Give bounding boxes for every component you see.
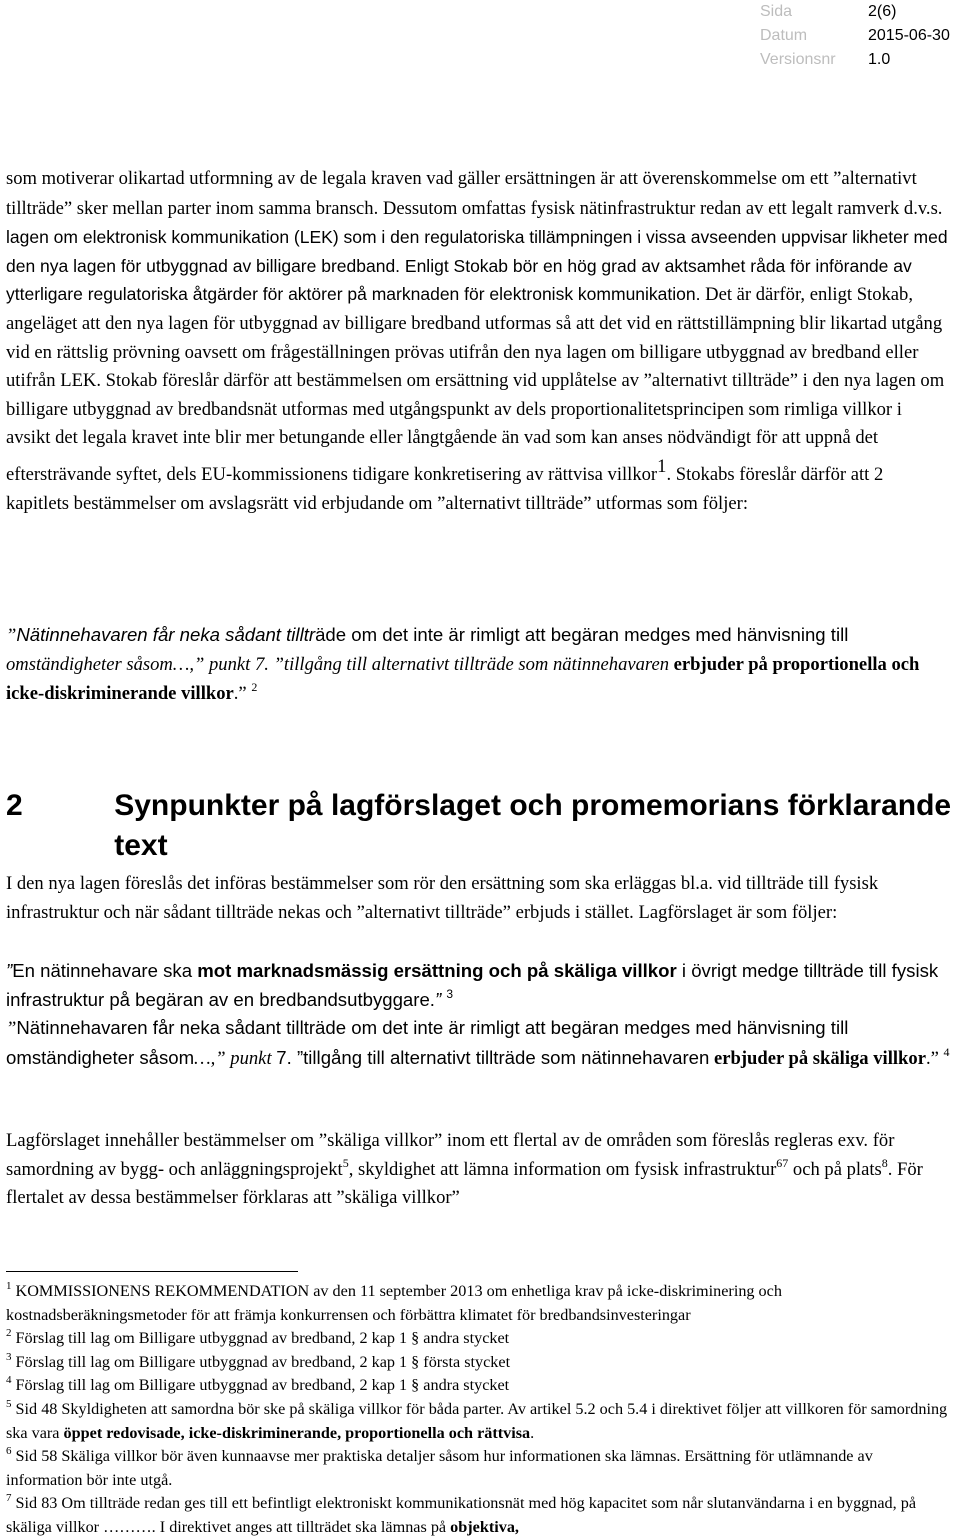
quote-italic-text: ,” punkt [210, 1048, 272, 1069]
footnote-ref-5: 5 [342, 1155, 349, 1170]
quote-proposal [6, 620, 950, 708]
paragraph-text-serif-3: . Stokabs föreslår därför att 2 kapitlets bestämmelser om avslagsrätt vid erbjudande om ”alternativt tillträde” utformas som följer: [6, 463, 884, 514]
section-heading [6, 786, 960, 866]
paragraph-text: Lagförslaget innehåller bestämmelser om ”skäliga villkor” inom ett flertal av de områden som föreslås regleras exv. för samordning av bygg- och anläggningsprojekt [6, 1130, 895, 1180]
section-title: Synpunkter på lagförslaget och promemorians förklarande text [114, 789, 952, 862]
footnote-3 [6, 1351, 950, 1375]
quote-open-mark: ” [6, 1018, 17, 1039]
quote-italic-text: Nätinnehavaren får neka sådant tilltr [16, 624, 316, 645]
footnote-end: . [530, 1423, 535, 1442]
footnote-ref-8: 8 [881, 1155, 888, 1170]
paragraph-text-sans: lagen om elektronisk kommunikation (LEK) som i den regulatoriska tillämpningen i vissa avseenden uppvisar likheter med den nya lagen för utbyggnad av billigare bredband. Enligt Stokab bör en hög grad av aktsamhet råda för införande av ytterligare regulatoriska åtgärder för aktörer på marknaden för elektronisk kommunikation. [6, 227, 948, 305]
quote-bold-text: mot marknadsmässig ersättning och på skäliga villkor [197, 960, 677, 981]
quote-law-first [6, 956, 950, 1014]
quote-end: .” [233, 683, 247, 704]
quote-open-mark: ” [6, 625, 17, 646]
footnote-number: 4 [6, 1374, 12, 1387]
footnote-4 [6, 1374, 950, 1398]
quote-plain-text-2: i övrigt medge tillträde till fysisk infrastruktur på begäran av en bredbandsutbyggare. [6, 960, 939, 1010]
footnote-7 [6, 1492, 950, 1539]
page-number-row [760, 0, 960, 24]
footnote-number: 5 [6, 1397, 12, 1410]
footnote-6 [6, 1445, 950, 1492]
quote-close-mark: ” [434, 989, 442, 1010]
page-header [760, 0, 960, 72]
paragraph-text-2: , skyldighet att lämna information om fysisk infrastruktur [348, 1158, 777, 1180]
footnote-number: 7 [6, 1492, 12, 1505]
footnote-ref-4: 4 [943, 1045, 950, 1059]
footnote-5 [6, 1398, 950, 1445]
paragraph-text: I den nya lagen föreslås det införas bestämmelser som rör den ersättning som ska erläggas bl.a. vid tillträde till fysisk infrastruktur och när sådant tillträde nekas och ”alternativt tillträde” erbjuds i stället. Lagförslaget är som följer: [6, 873, 879, 923]
footnote-bold-text: öppet redovisade, icke-diskriminerande, proportionella och rättvisa [63, 1423, 531, 1442]
date-label: Datum [760, 27, 808, 44]
quote-bold-text: erbjuder på proportionella och icke-diskriminerande villkor [6, 654, 920, 704]
version-value: 1.0 [868, 51, 891, 68]
footnote-number: 6 [6, 1445, 12, 1458]
page-label: Sida [760, 3, 793, 20]
date-value: 2015-06-30 [868, 27, 950, 44]
quote-italic-text-3: ,” punkt 7. ”tillgång till alternativt tillträde som nätinnehavaren [189, 654, 670, 675]
paragraph-text-3: och på plats [788, 1158, 882, 1180]
footnote-text: Förslag till lag om Billigare utbyggnad av bredband, 2 kap 1 § andra stycket [11, 1376, 510, 1395]
section-number: 2 [6, 789, 23, 822]
footnote-number: 3 [6, 1350, 12, 1363]
footnote-text: Förslag till lag om Billigare utbyggnad av bredband, 2 kap 1 § andra stycket [11, 1329, 510, 1348]
quote-open-mark: ” [6, 960, 13, 981]
footnotes [6, 1280, 950, 1540]
paragraph-proposal-intro [6, 870, 950, 927]
footnote-divider [6, 1271, 298, 1272]
footnote-1 [6, 1280, 950, 1327]
version-label: Versionsnr [760, 51, 836, 68]
paragraph-text-serif-2: Det är därför, enligt Stokab, angeläget att den nya lagen för utbyggnad av billigare bredband utformas så att det vid en rättstillämpning blir likartad utgång vid en rättslig prövning oavsett om frågeställningen prövas utifrån den nya lagen om billigare utbyggnad av bredband eller utifrån LEK. Stokab föreslår därför att bestämmelsen om ersättning vid upplåtelse av ”alternativt tillträde” i den nya lagen om billigare utbyggnad av bredbandsnät utformas med utgångspunkt av dels proportionalitetsprincipen som rimliga villkor i avsikt det legala kravet inte blir mer betungande eller långtgående än vad som kan anses nödvändigt för att uppnå det eftersträvande syftet, dels EU-kommissionens tidigare konkretisering av rättvisa villkor [6, 284, 945, 485]
quote-plain-text: En nätinnehavare ska [12, 960, 193, 981]
footnote-ref-1: 1 [657, 455, 667, 477]
quote-ellipsis: … [172, 654, 190, 675]
paragraph-text-4: . För flertalet av dessa bestämmelser förklaras att ”skäliga villkor” [6, 1158, 923, 1209]
paragraph-text-serif: som motiverar olikartad utformning av de legala kraven vad gäller ersättningen är att överenskommelse om ett ”alternativt tillträde” sker mellan parter inom samma bransch. Dessutom omfattas fysisk nätinfrastruktur redan av ett legalt ramverk d.v.s. [6, 168, 943, 219]
footnote-text: Sid 83 Om tillträde redan ges till ett befintligt elektroniskt kommunikationsnät med hög kapacitet som når slutanvändarna i en byggnad, på skäliga villkor ………. I direktivet anges att tillträdet ska lämnas på [6, 1494, 917, 1536]
footnote-number: 1 [6, 1280, 12, 1292]
date-row [760, 24, 960, 48]
footnote-ref-2: 2 [251, 680, 258, 694]
quote-end: .” [925, 1048, 939, 1069]
quote-bold-text: erbjuder på skäliga villkor [713, 1048, 926, 1069]
page-number: 2(6) [868, 3, 897, 20]
paragraph-motivation [6, 165, 950, 518]
quote-ellipsis: … [194, 1048, 211, 1069]
quote-law-second [6, 1013, 950, 1073]
footnote-text: Förslag till lag om Billigare utbyggnad av bredband, 2 kap 1 § första stycket [11, 1352, 511, 1371]
footnote-ref-67: 67 [776, 1155, 789, 1170]
footnote-ref-3: 3 [446, 987, 454, 1001]
footnote-text: Sid 58 Skäliga villkor bör även kunnaavse mer praktiska detaljer såsom hur informationen ska lämnas. Ersättning för utlämnande av information bör inte utgå. [6, 1447, 873, 1489]
footnote-number: 2 [6, 1327, 12, 1340]
quote-plain-text-2: 7. ”tillgång till alternativt tillträde som nätinnehavaren [276, 1047, 710, 1068]
version-row [760, 48, 960, 72]
footnote-bold-text: objektiva, [450, 1517, 519, 1536]
quote-plain-text: Nätinnehavaren får neka sådant tillträde om det inte är rimligt att begäran medges med hänvisning till omständigheter såsom [6, 1017, 849, 1068]
footnote-2 [6, 1327, 950, 1351]
paragraph-reasonable-terms [6, 1127, 950, 1213]
quote-italic-text-2: omständigheter såsom [6, 654, 173, 675]
quote-plain-text: äde om det inte är rimligt att begäran medges med hänvisning till [315, 624, 849, 645]
footnote-text: Sid 48 Skyldigheten att samordna bör ske på skäliga villkor för båda parter. Av artikel 5.2 och 5.4 i direktivet följer att villkoren för samordning ska vara [6, 1399, 948, 1442]
footnote-text: KOMMISSIONENS REKOMMENDATION av den 11 september 2013 om enhetliga krav på icke-diskriminering och kostnadsberäkningsmetoder för att främja konkurrensen och förbättra klimatet för bredbandsinvesteringar [6, 1282, 782, 1324]
